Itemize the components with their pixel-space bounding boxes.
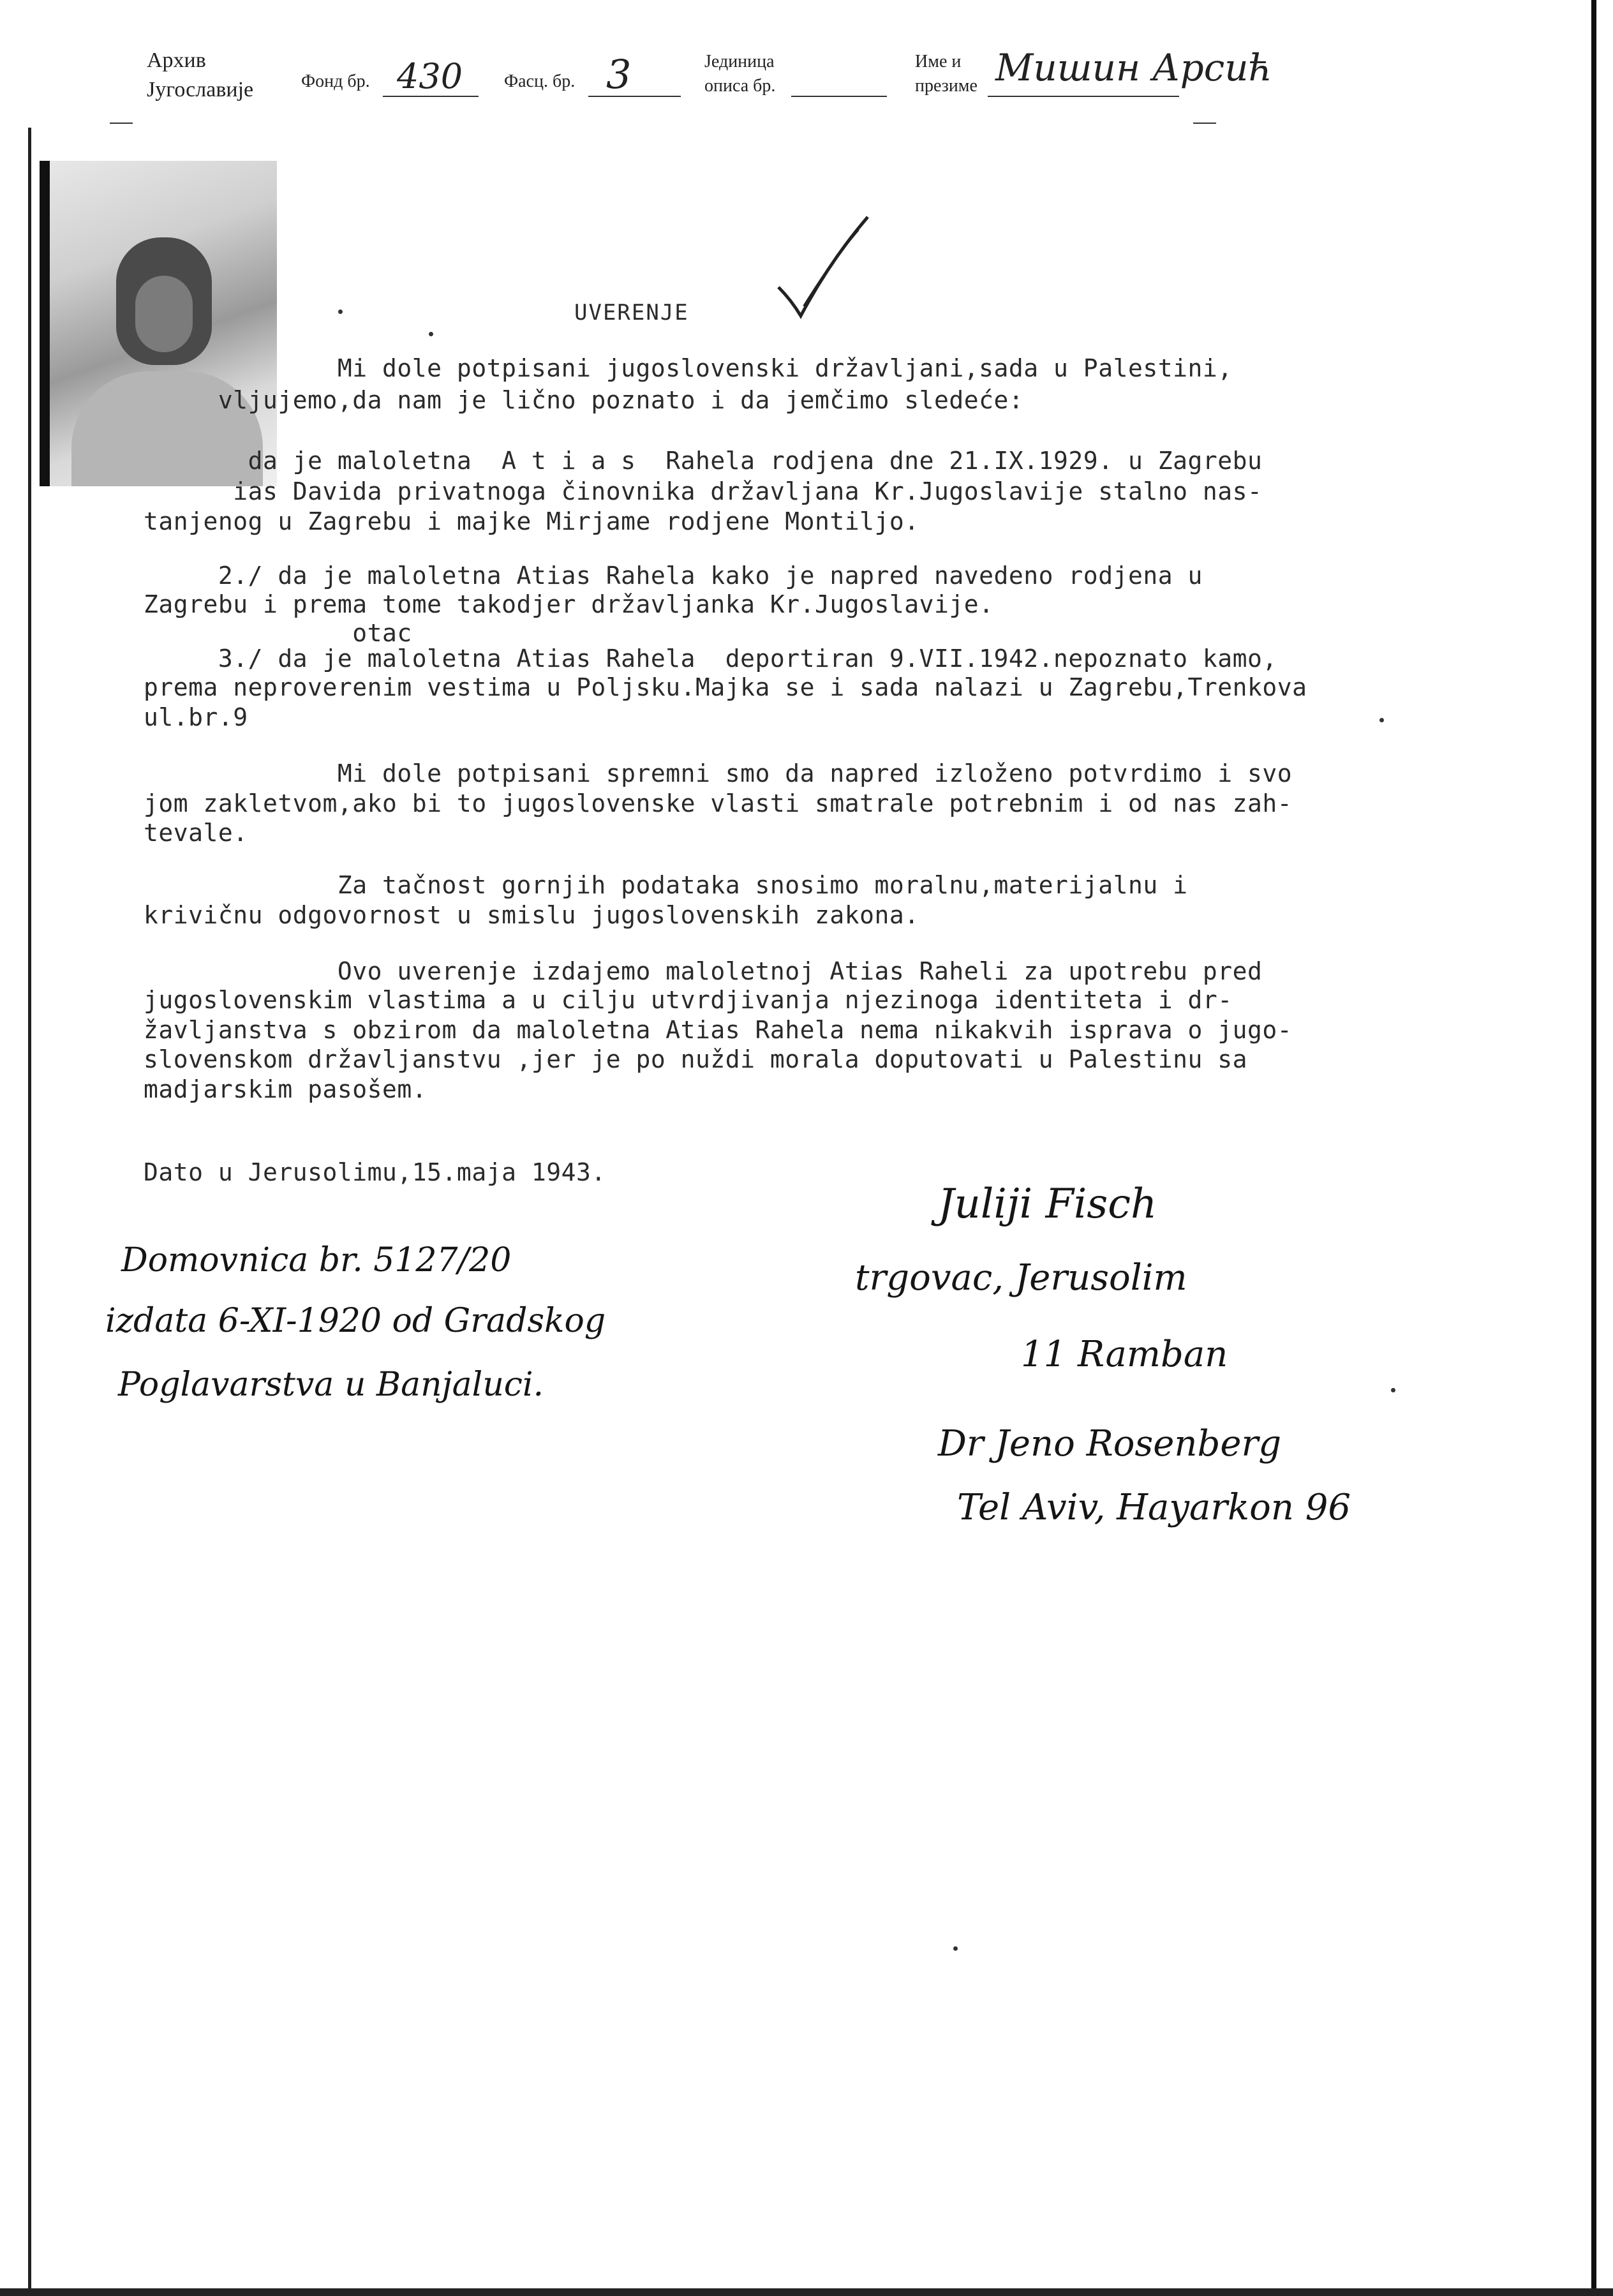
date-line: Dato u Jerusolimu,15.maja 1943.: [144, 1158, 606, 1186]
body-line: ul.br.9: [144, 703, 248, 731]
body-line: prema neproverenim vestima u Poljsku.Majka se i sada nalazi u Zagrebu,Trenkova: [144, 673, 1307, 701]
checkmark-icon: [766, 211, 881, 325]
name-label-line2: презиме: [915, 76, 977, 96]
stamp-rule-right: [1193, 123, 1216, 124]
body-line: jom zakletvom,ako bi to jugoslovenske vlasti smatrale potrebnim i od nas zah-: [144, 789, 1293, 817]
unit-blank: [791, 96, 887, 97]
scan-left-edge: [28, 128, 31, 2296]
fond-label: Фонд бр.: [301, 71, 370, 91]
scan-speck: [338, 309, 343, 314]
name-label-line1: Име и: [915, 52, 962, 71]
body-line: vljujemo,da nam je lično poznato i da jemčimo sledeće:: [144, 386, 1024, 414]
body-line: žavljanstva s obzirom da maloletna Atias Rahela nema nikakvih isprava o jugo-: [144, 1016, 1293, 1044]
fasc-blank: [588, 96, 681, 97]
body-line: otac: [144, 619, 412, 647]
signature-line: trgovac, Jerusolim: [855, 1257, 1187, 1299]
body-line: Za tačnost gornjih podataka snosimo moralnu,materijalnu i: [144, 871, 1188, 899]
scan-speck: [953, 1946, 958, 1951]
note-line: izdata 6-XI-1920 od Gradskog: [105, 1302, 606, 1340]
archive-name: [147, 46, 253, 105]
scan-bottom-edge: [0, 2288, 1613, 2296]
archive-line2: Југославије: [147, 78, 254, 101]
note-line: Domovnica br. 5127/20: [121, 1241, 512, 1279]
scan-speck: [1391, 1388, 1395, 1392]
stamp-rule-left: [110, 123, 133, 124]
body-line: Mi dole potpisani spremni smo da napred izloženo potvrdimo i svo: [144, 759, 1293, 787]
body-line: Zagrebu i prema tome takodjer državljanka Kr.Jugoslavije.: [144, 590, 994, 618]
document-title: UVERENJE: [574, 300, 689, 325]
id-photo: [40, 161, 277, 486]
name-value: Мишин Арсић: [995, 46, 1272, 89]
name-label: [915, 50, 977, 98]
fond-value: 430: [397, 56, 463, 96]
note-line: Poglavarstva u Banjaluci.: [118, 1366, 544, 1404]
body-line: da je maloletna A t i a s Rahela rodjena dne 21.IX.1929. u Zagrebu: [144, 447, 1263, 475]
fasc-label: Фасц. бр.: [504, 71, 576, 91]
unit-label-line2: описа бр.: [704, 76, 776, 96]
body-line: 2./ da je maloletna Atias Rahela kako je napred navedeno rodjena u: [144, 562, 1203, 590]
signature-line: Juliji Fisch: [938, 1181, 1157, 1228]
signature-line: Tel Aviv, Hayarkon 96: [957, 1487, 1351, 1528]
fasc-value: 3: [606, 51, 632, 98]
body-line: Ovo uverenje izdajemo maloletnoj Atias Raheli za upotrebu pred: [144, 957, 1263, 985]
archive-line1: Архив: [147, 48, 206, 72]
signature-line: Dr Jeno Rosenberg: [938, 1423, 1282, 1465]
body-line: Mi dole potpisani jugoslovenski državljani,sada u Palestini,: [144, 354, 1233, 382]
unit-label: [704, 50, 775, 98]
body-line: tanjenog u Zagrebu i majke Mirjame rodjene Montiljo.: [144, 507, 919, 535]
scan-right-edge: [1591, 0, 1596, 2296]
body-line: tevale.: [144, 819, 248, 847]
body-line: jugoslovenskim vlastima a u cilju utvrdjivanja njezinoga identiteta i dr-: [144, 986, 1233, 1014]
scan-speck: [1379, 718, 1384, 722]
unit-label-line1: Јединица: [704, 52, 775, 71]
name-blank: [988, 96, 1179, 97]
body-line: slovenskom državljanstvu ,jer je po nuždi morala doputovati u Palestinu sa: [144, 1045, 1247, 1073]
scan-speck: [429, 332, 433, 336]
body-line: ias Davida privatnoga činovnika državljana Kr.Jugoslavije stalno nas-: [144, 477, 1263, 505]
body-line: 3./ da je maloletna Atias Rahela deportiran 9.VII.1942.nepoznato kamo,: [144, 645, 1277, 673]
body-line: krivičnu odgovornost u smislu jugoslovenskih zakona.: [144, 901, 919, 929]
signature-line: 11 Ramban: [1021, 1334, 1228, 1375]
body-line: madjarskim pasošem.: [144, 1075, 427, 1103]
